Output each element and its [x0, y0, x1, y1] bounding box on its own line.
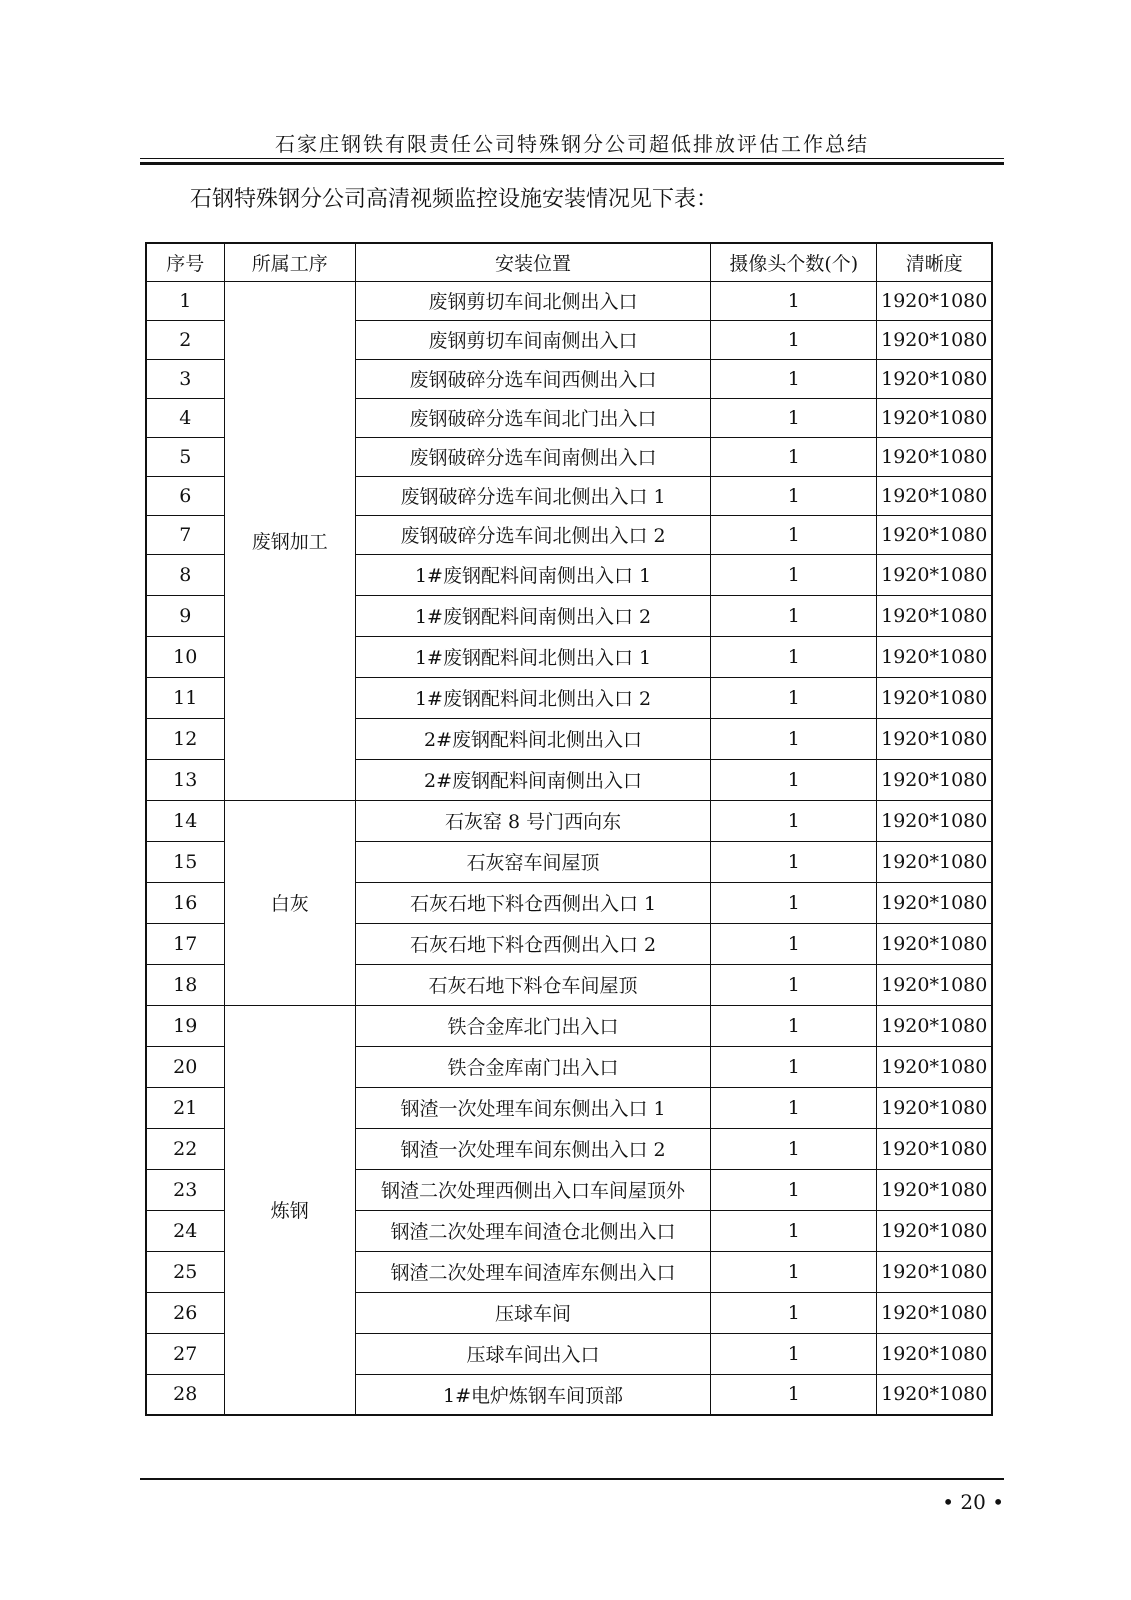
header-rule-thick	[140, 162, 1004, 165]
cell-no: 23	[146, 1169, 224, 1210]
cell-no: 6	[146, 476, 224, 515]
cell-count: 1	[711, 1292, 877, 1333]
cell-count: 1	[711, 1128, 877, 1169]
cell-no: 14	[146, 800, 224, 841]
cell-count: 1	[711, 398, 877, 437]
cell-location: 废钢剪切车间南侧出入口	[355, 320, 710, 359]
cell-count: 1	[711, 554, 877, 595]
column-header-location: 安装位置	[355, 243, 710, 281]
cell-count: 1	[711, 800, 877, 841]
cell-process: 废钢加工	[224, 281, 355, 800]
cell-count: 1	[711, 636, 877, 677]
cell-count: 1	[711, 1251, 877, 1292]
cell-no: 3	[146, 359, 224, 398]
running-header-title: 石家庄钢铁有限责任公司特殊钢分公司超低排放评估工作总结	[275, 132, 869, 156]
cell-location: 钢渣一次处理车间东侧出入口 2	[355, 1128, 710, 1169]
cell-location: 石灰石地下料仓车间屋顶	[355, 964, 710, 1005]
cell-location: 1#废钢配料间南侧出入口 2	[355, 595, 710, 636]
cell-resolution: 1920*1080	[877, 1333, 992, 1374]
cell-no: 1	[146, 281, 224, 320]
cell-count: 1	[711, 882, 877, 923]
cell-count: 1	[711, 841, 877, 882]
cell-no: 26	[146, 1292, 224, 1333]
cell-count: 1	[711, 515, 877, 554]
cell-no: 19	[146, 1005, 224, 1046]
camera-installation-table	[145, 242, 993, 1416]
cell-location: 石灰窑车间屋顶	[355, 841, 710, 882]
cell-no: 5	[146, 437, 224, 476]
cell-location: 1#废钢配料间北侧出入口 1	[355, 636, 710, 677]
table-row	[146, 281, 992, 320]
cell-count: 1	[711, 359, 877, 398]
cell-count: 1	[711, 1005, 877, 1046]
cell-resolution: 1920*1080	[877, 1128, 992, 1169]
cell-resolution: 1920*1080	[877, 515, 992, 554]
cell-no: 10	[146, 636, 224, 677]
cell-location: 废钢剪切车间北侧出入口	[355, 281, 710, 320]
cell-no: 15	[146, 841, 224, 882]
cell-location: 钢渣一次处理车间东侧出入口 1	[355, 1087, 710, 1128]
cell-resolution: 1920*1080	[877, 677, 992, 718]
table-body	[146, 281, 992, 1415]
cell-resolution: 1920*1080	[877, 1169, 992, 1210]
header-rule	[140, 158, 1004, 159]
cell-process: 白灰	[224, 800, 355, 1005]
cell-count: 1	[711, 595, 877, 636]
cell-resolution: 1920*1080	[877, 281, 992, 320]
column-header-no: 序号	[146, 243, 224, 281]
cell-resolution: 1920*1080	[877, 636, 992, 677]
cell-resolution: 1920*1080	[877, 1087, 992, 1128]
cell-resolution: 1920*1080	[877, 800, 992, 841]
cell-resolution: 1920*1080	[877, 923, 992, 964]
cell-location: 2#废钢配料间北侧出入口	[355, 718, 710, 759]
cell-resolution: 1920*1080	[877, 1374, 992, 1415]
cell-location: 压球车间	[355, 1292, 710, 1333]
cell-no: 8	[146, 554, 224, 595]
table-header-row	[146, 243, 992, 281]
cell-location: 石灰石地下料仓西侧出入口 1	[355, 882, 710, 923]
cell-count: 1	[711, 1210, 877, 1251]
cell-count: 1	[711, 437, 877, 476]
cell-location: 废钢破碎分选车间北门出入口	[355, 398, 710, 437]
table-row	[146, 800, 992, 841]
cell-location: 压球车间出入口	[355, 1333, 710, 1374]
cell-resolution: 1920*1080	[877, 882, 992, 923]
cell-resolution: 1920*1080	[877, 595, 992, 636]
cell-location: 钢渣二次处理车间渣仓北侧出入口	[355, 1210, 710, 1251]
cell-process: 炼钢	[224, 1005, 355, 1415]
cell-count: 1	[711, 923, 877, 964]
cell-location: 2#废钢配料间南侧出入口	[355, 759, 710, 800]
cell-resolution: 1920*1080	[877, 1210, 992, 1251]
cell-location: 1#电炉炼钢车间顶部	[355, 1374, 710, 1415]
column-header-count: 摄像头个数(个)	[711, 243, 877, 281]
cell-no: 18	[146, 964, 224, 1005]
cell-no: 13	[146, 759, 224, 800]
cell-resolution: 1920*1080	[877, 841, 992, 882]
cell-location: 石灰石地下料仓西侧出入口 2	[355, 923, 710, 964]
table-row	[146, 1005, 992, 1046]
cell-no: 7	[146, 515, 224, 554]
cell-count: 1	[711, 718, 877, 759]
cell-count: 1	[711, 476, 877, 515]
cell-resolution: 1920*1080	[877, 476, 992, 515]
page-number: • 20 •	[942, 1490, 1004, 1514]
cell-location: 石灰窑 8 号门西向东	[355, 800, 710, 841]
intro-paragraph: 石钢特殊钢分公司高清视频监控设施安装情况见下表：	[190, 187, 719, 212]
cell-location: 1#废钢配料间北侧出入口 2	[355, 677, 710, 718]
cell-location: 废钢破碎分选车间南侧出入口	[355, 437, 710, 476]
cell-location: 1#废钢配料间南侧出入口 1	[355, 554, 710, 595]
cell-no: 21	[146, 1087, 224, 1128]
cell-resolution: 1920*1080	[877, 320, 992, 359]
cell-resolution: 1920*1080	[877, 1292, 992, 1333]
column-header-resolution: 清晰度	[877, 243, 992, 281]
cell-count: 1	[711, 281, 877, 320]
cell-location: 废钢破碎分选车间西侧出入口	[355, 359, 710, 398]
cell-resolution: 1920*1080	[877, 554, 992, 595]
cell-no: 4	[146, 398, 224, 437]
cell-resolution: 1920*1080	[877, 964, 992, 1005]
cell-count: 1	[711, 1374, 877, 1415]
cell-no: 28	[146, 1374, 224, 1415]
cell-location: 铁合金库南门出入口	[355, 1046, 710, 1087]
cell-no: 25	[146, 1251, 224, 1292]
cell-count: 1	[711, 1333, 877, 1374]
cell-resolution: 1920*1080	[877, 398, 992, 437]
cell-no: 11	[146, 677, 224, 718]
cell-count: 1	[711, 759, 877, 800]
cell-no: 20	[146, 1046, 224, 1087]
cell-no: 27	[146, 1333, 224, 1374]
cell-no: 16	[146, 882, 224, 923]
cell-resolution: 1920*1080	[877, 1005, 992, 1046]
cell-count: 1	[711, 1046, 877, 1087]
cell-resolution: 1920*1080	[877, 437, 992, 476]
cell-count: 1	[711, 320, 877, 359]
cell-no: 9	[146, 595, 224, 636]
cell-count: 1	[711, 964, 877, 1005]
cell-resolution: 1920*1080	[877, 359, 992, 398]
cell-location: 废钢破碎分选车间北侧出入口 1	[355, 476, 710, 515]
cell-count: 1	[711, 1169, 877, 1210]
cell-no: 17	[146, 923, 224, 964]
cell-count: 1	[711, 1087, 877, 1128]
cell-location: 铁合金库北门出入口	[355, 1005, 710, 1046]
cell-no: 2	[146, 320, 224, 359]
cell-resolution: 1920*1080	[877, 718, 992, 759]
cell-location: 钢渣二次处理西侧出入口车间屋顶外	[355, 1169, 710, 1210]
cell-location: 钢渣二次处理车间渣库东侧出入口	[355, 1251, 710, 1292]
cell-no: 22	[146, 1128, 224, 1169]
cell-count: 1	[711, 677, 877, 718]
cell-resolution: 1920*1080	[877, 759, 992, 800]
cell-location: 废钢破碎分选车间北侧出入口 2	[355, 515, 710, 554]
column-header-process: 所属工序	[224, 243, 355, 281]
cell-no: 24	[146, 1210, 224, 1251]
footer-rule	[140, 1478, 1004, 1480]
cell-no: 12	[146, 718, 224, 759]
cell-resolution: 1920*1080	[877, 1046, 992, 1087]
cell-resolution: 1920*1080	[877, 1251, 992, 1292]
